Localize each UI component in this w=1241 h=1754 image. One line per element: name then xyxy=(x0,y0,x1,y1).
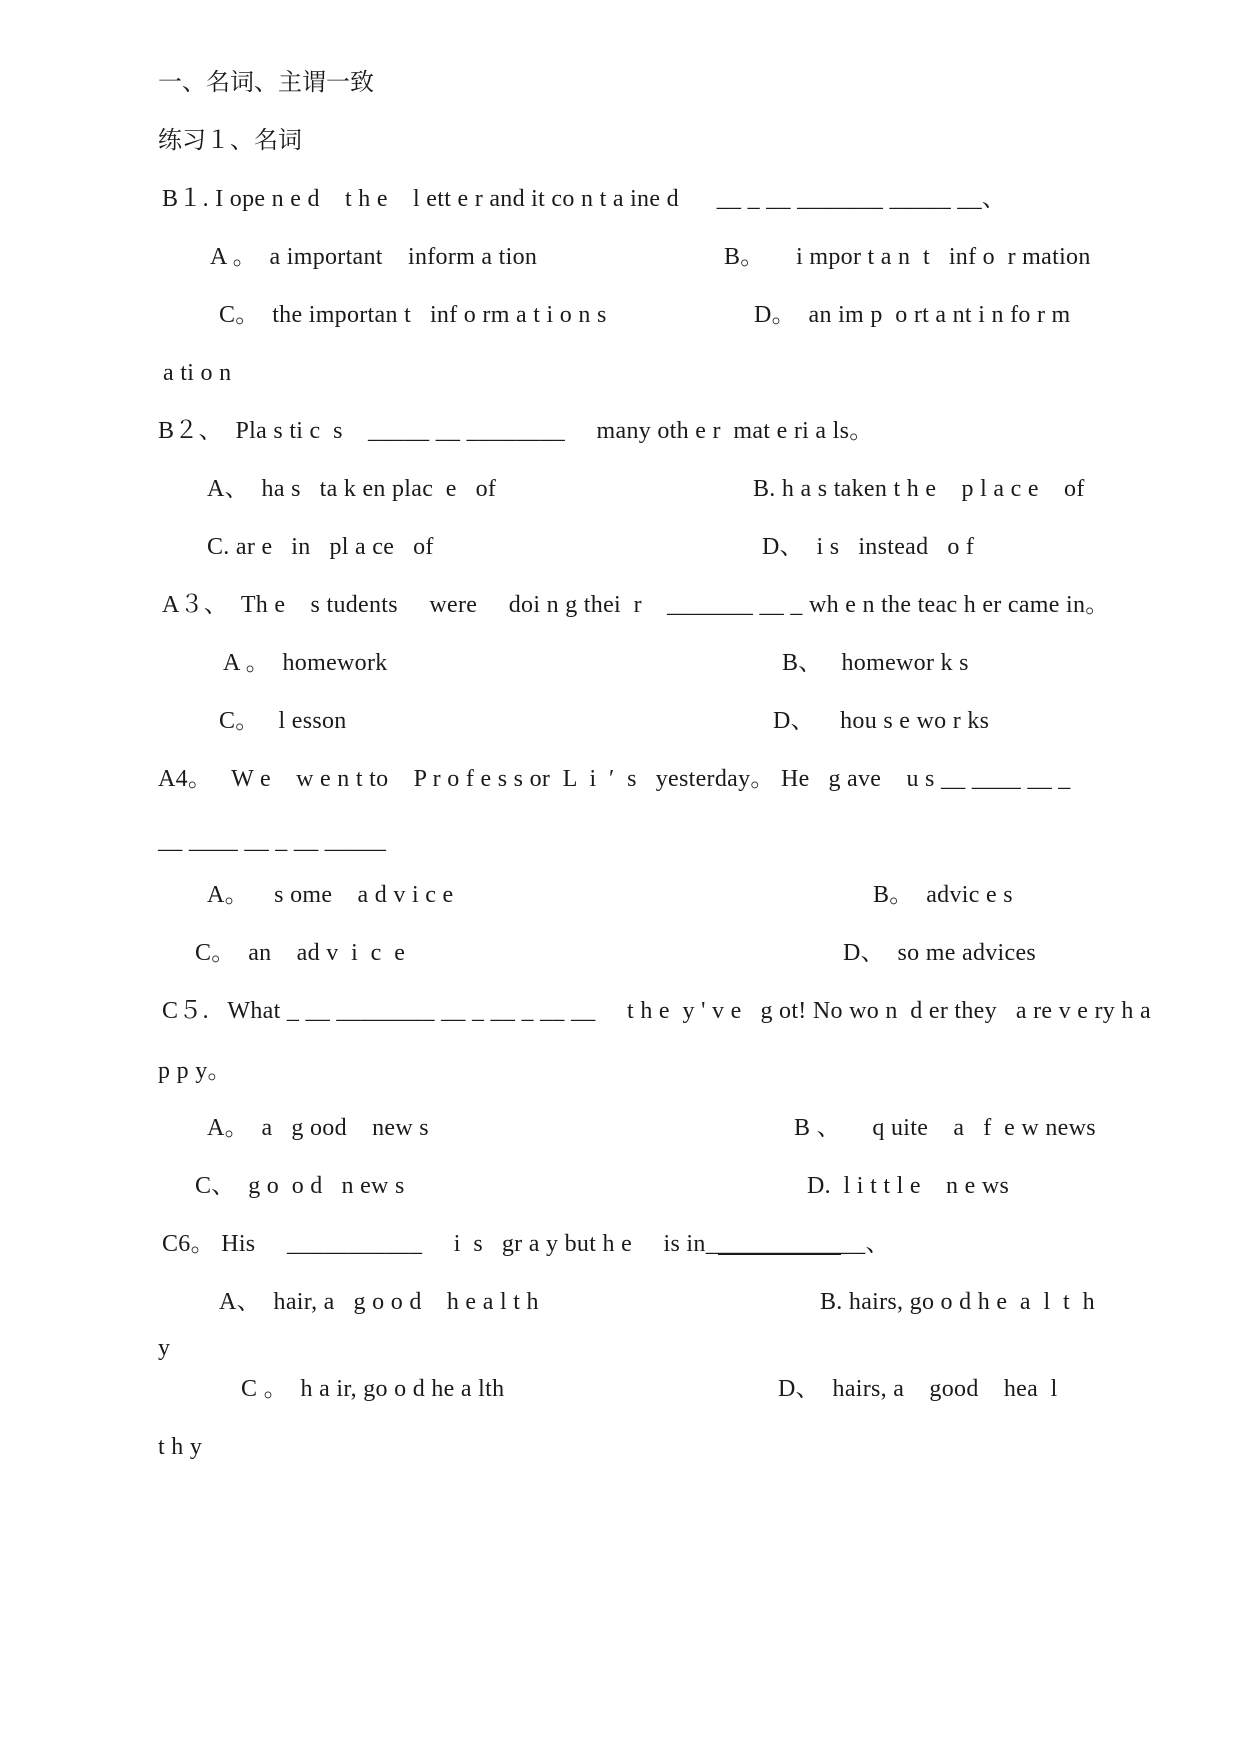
question-2-option-c: C. ar e in pl a ce of xyxy=(207,534,434,560)
question-1-stem: B１. I ope n e d t h e l ett e r and it co n t a ine d __ _ __ _______ _____ __、 xyxy=(162,186,1007,212)
question-3-stem: A３、 Th e s tudents were doi n g thei r _______ __ _ wh e n the teac h er came in。 xyxy=(162,592,1110,618)
question-3-option-d: D、 hou s e wo r ks xyxy=(773,708,990,734)
question-3-option-a: A 。 homework xyxy=(223,650,388,676)
section-title: 一、名词、主谓一致 xyxy=(158,70,374,96)
exercise-title: 练习１、名词 xyxy=(158,128,302,154)
question-5-option-c: C、 g o o d n ew s xyxy=(195,1173,405,1199)
question-5-stem: C５. What _ __ ________ __ _ __ _ __ __ t h e y ' v e g ot! No wo n d er they a re v e ry h a xyxy=(162,998,1151,1024)
question-4-option-b: B。 advic e s xyxy=(873,882,1013,908)
question-1-option-d-continued: a ti o n xyxy=(163,360,232,386)
question-4-option-a: A。 s ome a d v i c e xyxy=(207,882,454,908)
question-6-blank: __________ xyxy=(718,1231,841,1257)
question-4-option-c: C。 an ad v i c e xyxy=(195,940,406,966)
question-5-stem-continued: p p y。 xyxy=(158,1058,232,1084)
question-1-option-d: D。 an im p o rt a nt i n fo r m xyxy=(754,302,1071,328)
question-6-option-b-continued: y xyxy=(158,1335,171,1361)
question-5-option-b: B 、 q uite a f e w news xyxy=(794,1115,1096,1141)
question-4-stem-continued: __ ____ __ _ __ _____ xyxy=(158,828,387,854)
question-6-option-b: B. hairs, go o d h e a l t h xyxy=(820,1289,1095,1315)
question-6-option-d-continued: t h y xyxy=(158,1434,203,1460)
question-6-option-c: C 。 h a ir, go o d he a lth xyxy=(241,1376,505,1402)
question-3-option-c: C。 l esson xyxy=(219,708,347,734)
question-5-option-d: D. l i t t l e n e ws xyxy=(807,1173,1010,1199)
question-6-option-d: D、 hairs, a good hea l xyxy=(778,1376,1058,1402)
question-1-option-b: B。 i mpor t a n t inf o r mation xyxy=(724,244,1091,270)
question-4-stem: A4。 W e w e n t to P r o f e s s or L i ′ s yesterday。 He g ave u s __ ____ __ _ xyxy=(158,766,1071,792)
question-2-stem: B２、 Pla s ti c s _____ __ ________ many oth e r mat e ri a ls。 xyxy=(158,418,874,444)
question-6-stem xyxy=(162,1229,890,1259)
question-5-option-a: A。 a g ood new s xyxy=(207,1115,429,1141)
question-1-option-c: C。 the importan t inf o rm a t i o n s xyxy=(219,302,607,328)
question-2-option-d: D、 i s instead o f xyxy=(762,534,975,560)
question-4-option-d: D、 so me advices xyxy=(843,940,1037,966)
question-6-stem-text: C6。 His ___________ i s gr a y but h e is in_ xyxy=(162,1231,718,1257)
question-3-option-b: B、 homewor k s xyxy=(782,650,969,676)
question-1-option-a: A 。 a important inform a tion xyxy=(210,244,538,270)
question-6-option-a: A、 hair, a g o o d h e a l t h xyxy=(219,1289,539,1315)
question-2-option-b: B. h a s taken t h e p l a c e of xyxy=(753,476,1085,502)
question-6-stem-end: __、 xyxy=(841,1231,890,1257)
question-2-option-a: A、 ha s ta k en plac e of xyxy=(207,476,497,502)
